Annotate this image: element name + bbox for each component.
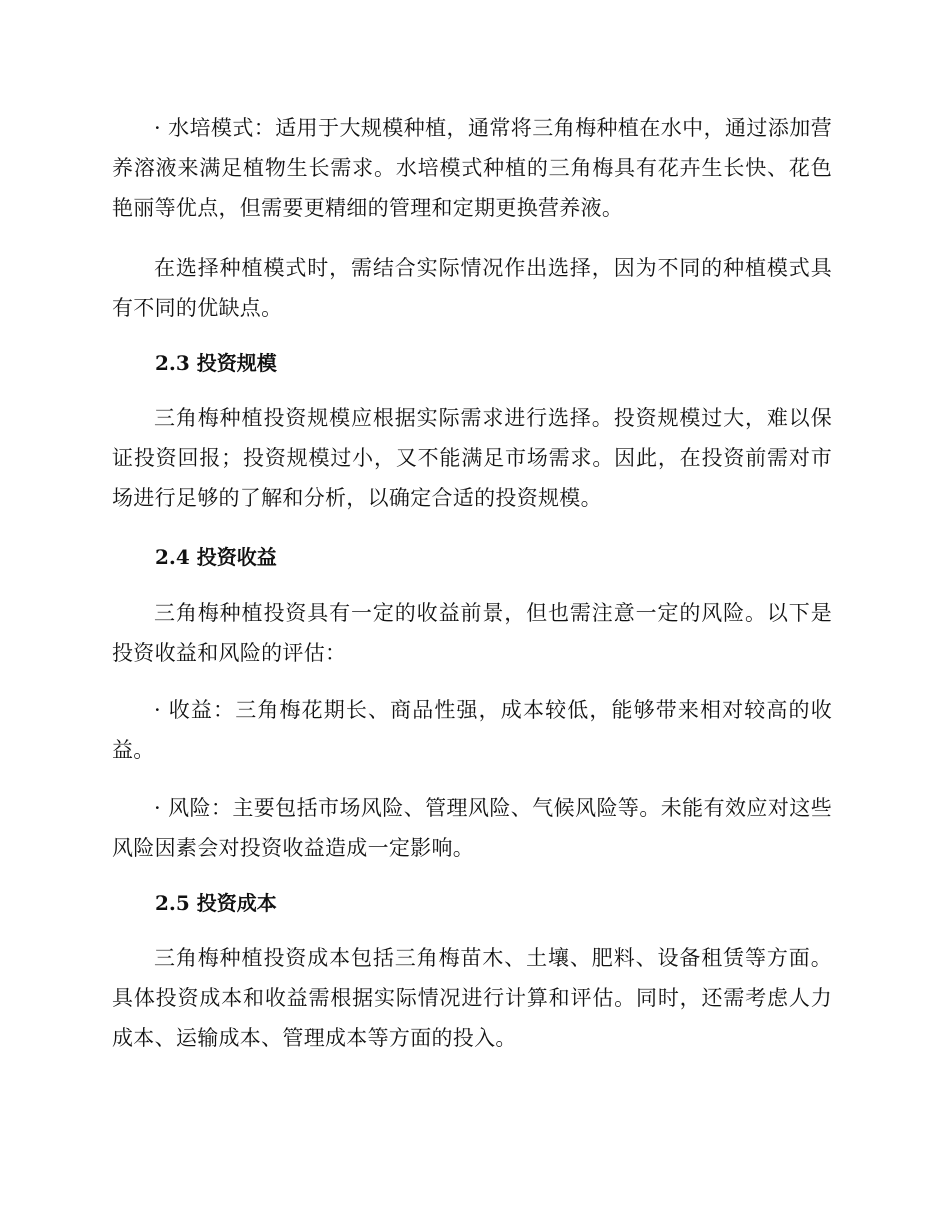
heading-investment-cost: 2.5 投资成本 xyxy=(155,891,277,915)
paragraph-mode-selection: 在选择种植模式时，需结合实际情况作出选择，因为不同的种植模式具有不同的优缺点。 xyxy=(112,256,832,320)
paragraph-investment-scale: 三角梅种植投资规模应根据实际需求进行选择。投资规模过大，难以保证投资回报；投资规模过小，又不能满足市场需求。因此，在投资前需对市场进行足够的了解和分析，以确定合适的投资规模。 xyxy=(112,406,832,510)
paragraph-hydroponic-mode: · 水培模式：适用于大规模种植，通常将三角梅种植在水中，通过添加营养溶液来满足植物生长需求。水培模式种植的三角梅具有花卉生长快、花色艳丽等优点，但需要更精细的管理和定期更换营养液。 xyxy=(112,116,832,220)
heading-investment-return: 2.4 投资收益 xyxy=(155,545,277,569)
heading-investment-scale: 2.3 投资规模 xyxy=(155,351,277,375)
paragraph-investment-cost: 三角梅种植投资成本包括三角梅苗木、土壤、肥料、设备租赁等方面。具体投资成本和收益需根据实际情况进行计算和评估。同时，还需考虑人力成本、运输成本、管理成本等方面的投入。 xyxy=(112,946,832,1050)
paragraph-investment-return: 三角梅种植投资具有一定的收益前景，但也需注意一定的风险。以下是投资收益和风险的评估： xyxy=(112,601,832,665)
bullet-return: · 收益：三角梅花期长、商品性强，成本较低，能够带来相对较高的收益。 xyxy=(112,698,832,762)
bullet-risk: · 风险：主要包括市场风险、管理风险、气候风险等。未能有效应对这些风险因素会对投资收益造成一定影响。 xyxy=(112,796,832,860)
